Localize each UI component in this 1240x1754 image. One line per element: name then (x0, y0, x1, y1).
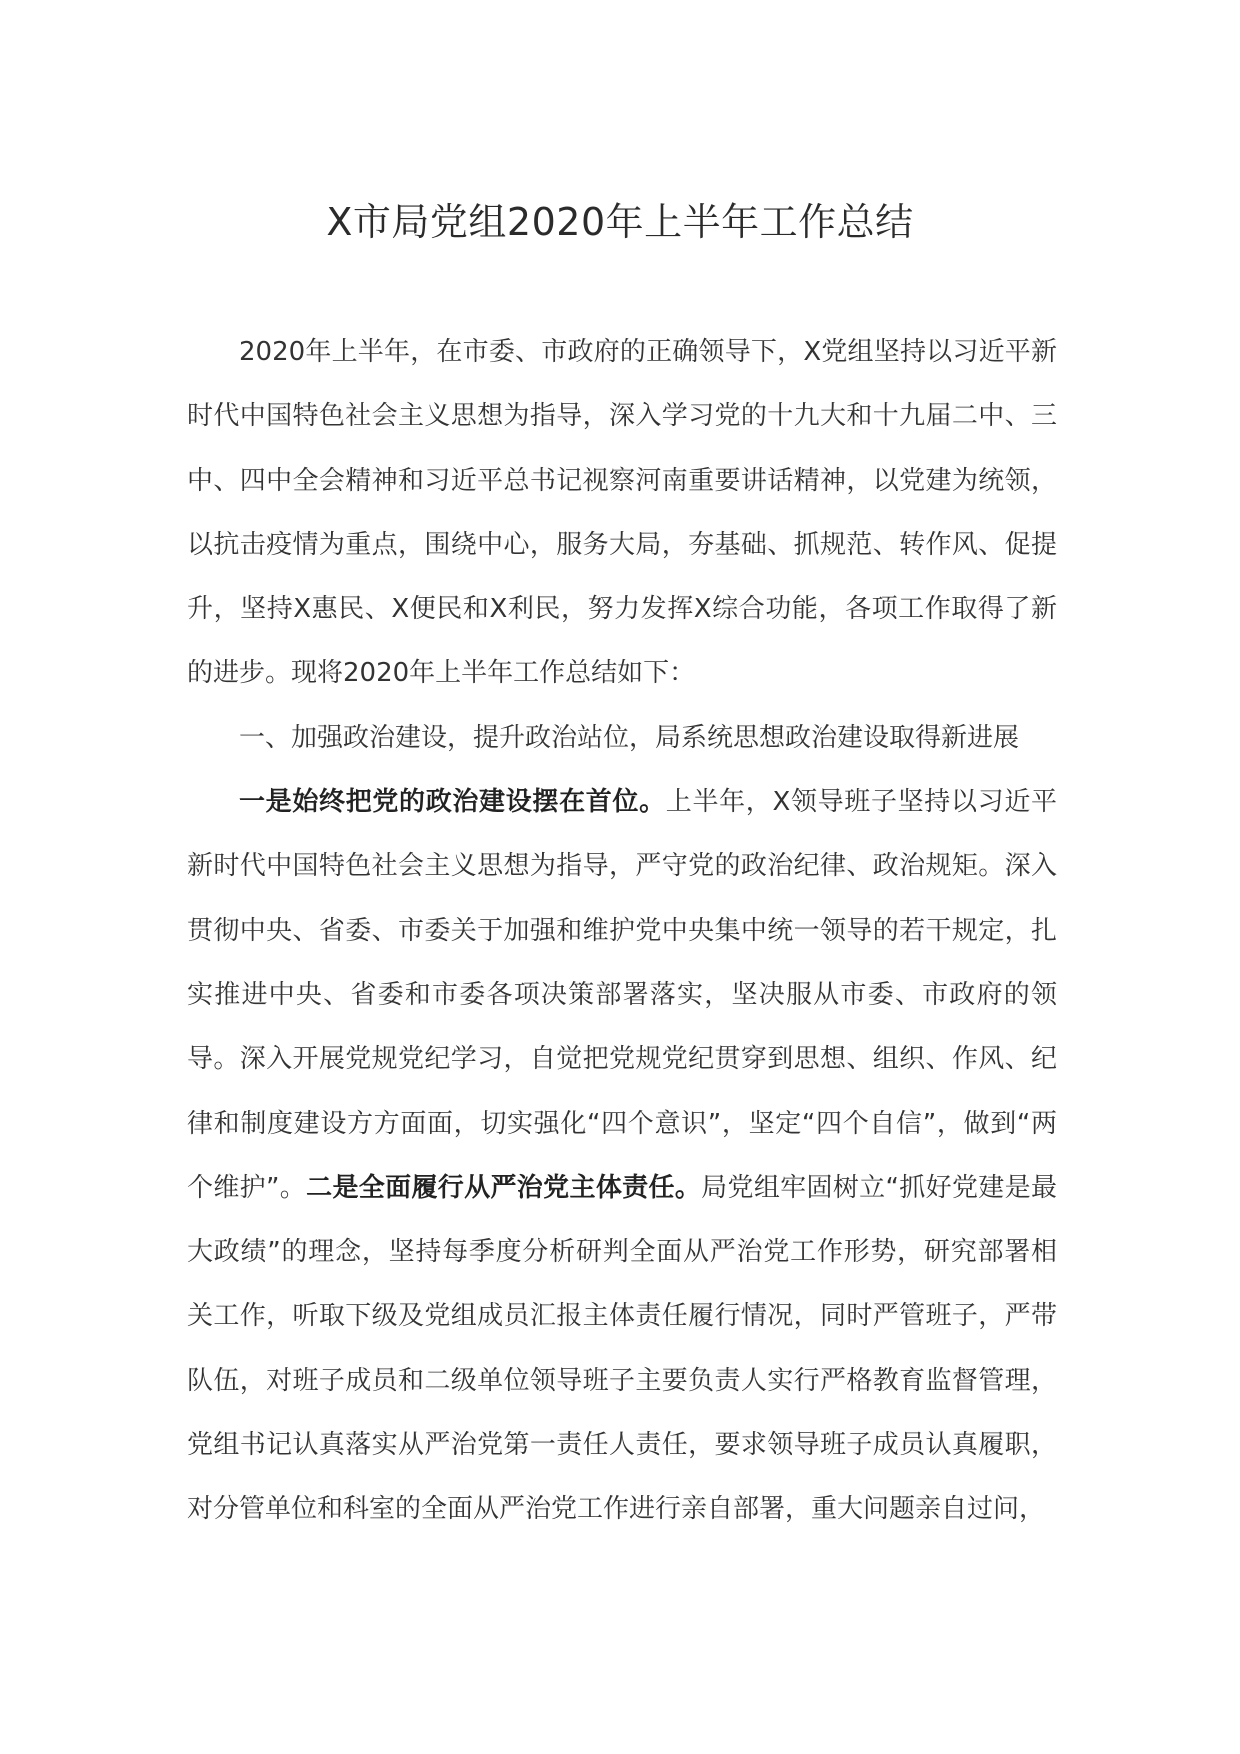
document-body (187, 320, 1057, 1542)
point-text: 上半年，X领导班子坚持以习近平新时代中国特色社会主义思想为指导，严守党的政治纪律、政治规矩。深入贯彻中央、省委、市委关于加强和维护党中央集中统一领导的若干规定，扎实推进中央、省委和市委各项决策部署落实，坚决服从市委、市政府的领导。深入开展党规党纪学习，自觉把党规党纪贯穿到思想、组织、作风、纪律和制度建设方方面面，切实强化“四个意识”，坚定“四个自信”，做到“两个维护”。 (187, 787, 1057, 1203)
point-lead: 一是始终把党的政治建设摆在首位。 (239, 787, 666, 818)
document-title: X市局党组2020年上半年工作总结 (326, 200, 914, 244)
point-text: 局党组牢固树立“抓好党建是最大政绩”的理念，坚持每季度分析研判全面从严治党工作形势，研究部署相关工作，听取下级及党组成员汇报主体责任履行情况，同时严管班子，严带队伍，对班子成员和二级单位领导班子主要负责人实行严格教育监督管理，党组书记认真落实从严治党第一责任人责任，要求领导班子成员认真履职，对分管单位和科室的全面从严治党工作进行亲自部署，重大问题亲自过问， (187, 1172, 1057, 1525)
body-paragraph (187, 770, 1057, 1542)
intro-paragraph: 2020年上半年，在市委、市政府的正确领导下，X党组坚持以习近平新时代中国特色社会主义思想为指导，深入学习党的十九大和十九届二中、三中、四中全会精神和习近平总书记视察河南重要讲话精神，以党建为统领，以抗击疫情为重点，围绕中心，服务大局，夯基础、抓规范、转作风、促提升，坚持X惠民、X便民和X利民，努力发挥X综合功能，各项工作取得了新的进步。现将2020年上半年工作总结如下： (187, 337, 1057, 689)
section-heading: 一、加强政治建设，提升政治站位，局系统思想政治建设取得新进展 (239, 722, 1020, 753)
point-lead: 二是全面履行从严治党主体责任。 (306, 1172, 702, 1203)
